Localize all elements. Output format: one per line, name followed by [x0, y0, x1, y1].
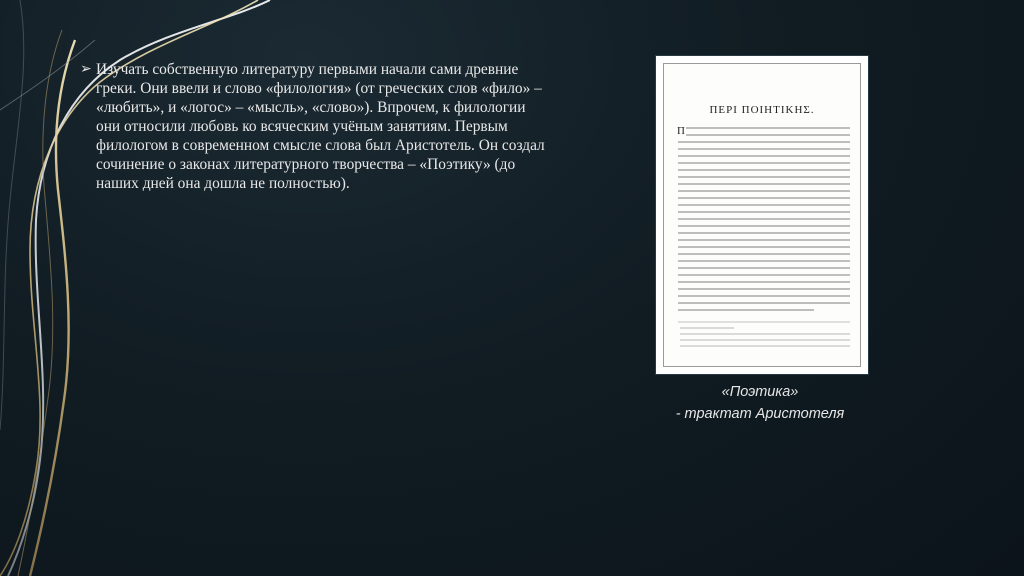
- figure-caption: [660, 381, 860, 425]
- poetics-page-image: [656, 56, 868, 374]
- bullet-text: Изучать собственную литературу первыми начали сами древние греки. Они ввели и слово «филология» (от греческих слов «фило» – «любить», и «логос» – «мысль», «слово»). Впрочем, к филологии они относили любовь ко всяческим учёным занятиям. Первым филологом в современном смысле слова был Аристотель. Он создал сочинение о законах литературного творчества – «Поэтику» (до наших дней она дошла не полностью).: [96, 61, 545, 192]
- bullet-item: [80, 60, 550, 193]
- caption-title: «Поэтика»: [721, 384, 799, 400]
- caption-subtitle: - трактат Аристотеля: [675, 406, 845, 422]
- manuscript-page: [663, 63, 861, 367]
- page-title: ΠΕΡΙ ΠΟΙΗΤΙΚΗΣ.: [709, 104, 815, 116]
- arrow-bullet-icon: ➢: [80, 61, 92, 77]
- svg-text:Π: Π: [677, 125, 685, 137]
